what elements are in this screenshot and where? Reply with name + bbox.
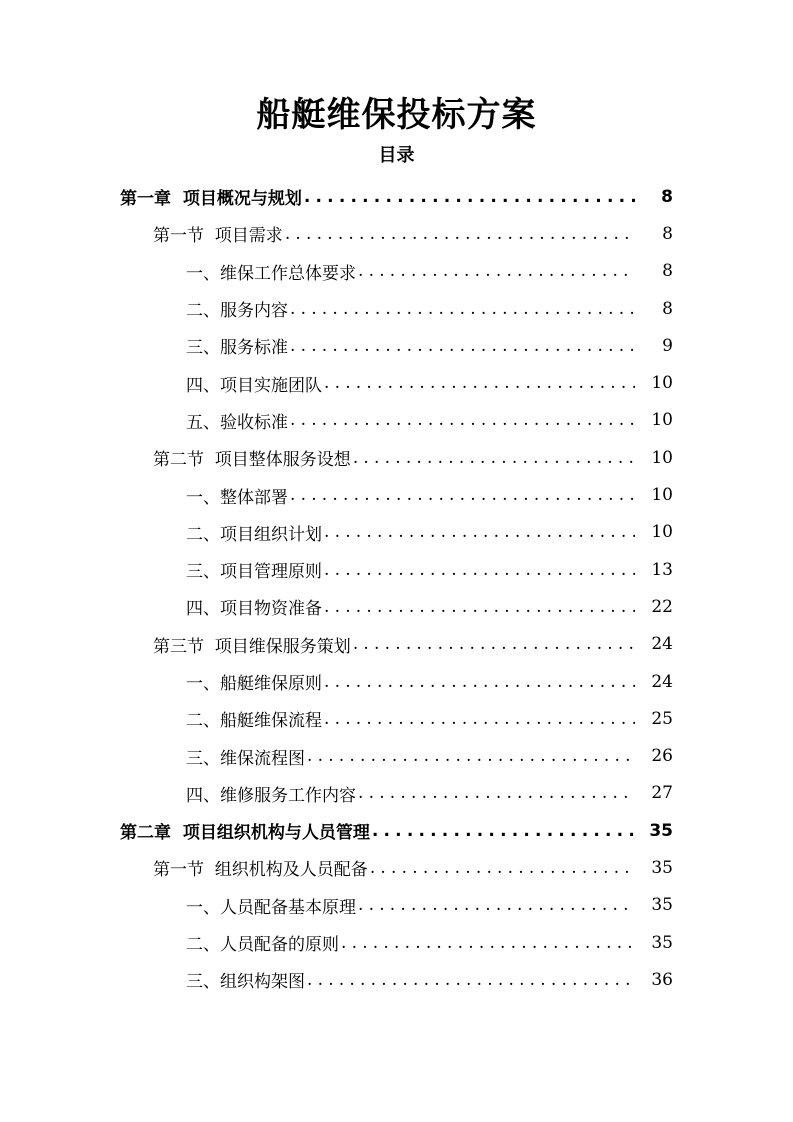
toc-entry[interactable] <box>0 364 793 401</box>
toc-entry-label: 四、项目物资准备 <box>186 599 322 620</box>
toc-entry-page-number: 24 <box>651 671 673 692</box>
toc-entry-page-number: 10 <box>651 485 673 506</box>
toc-dot-leader <box>290 336 635 356</box>
toc-entry[interactable] <box>0 215 793 252</box>
toc-entry[interactable] <box>0 626 793 663</box>
toc-entry[interactable] <box>0 290 793 327</box>
toc-dot-leader <box>324 522 635 542</box>
toc-dot-leader <box>290 299 635 319</box>
toc-entry-label: 第三节 项目维保服务策划 <box>153 636 351 657</box>
toc-entry-label: 二、服务内容 <box>186 301 288 322</box>
toc-entry[interactable] <box>0 849 793 886</box>
toc-dot-leader <box>341 933 635 953</box>
toc-entry-label: 二、项目组织计划 <box>186 524 322 545</box>
toc-entry-label: 第二节 项目整体服务设想 <box>153 450 351 471</box>
toc-entry[interactable] <box>0 812 793 849</box>
toc-entry-label: 二、船艇维保流程 <box>186 711 322 732</box>
toc-entry-label: 三、服务标准 <box>186 338 288 359</box>
toc-entry[interactable] <box>0 402 793 439</box>
toc-entry[interactable] <box>0 775 793 812</box>
toc-entry-page-number: 10 <box>651 522 673 543</box>
toc-entry-label: 第一章 项目概况与规划 <box>120 189 302 210</box>
toc-entry-page-number: 10 <box>651 410 673 431</box>
toc-entry-page-number: 35 <box>651 895 673 916</box>
toc-entry-page-number: 26 <box>651 746 673 767</box>
toc-entry-page-number: 10 <box>651 447 673 468</box>
toc-entry[interactable] <box>0 253 793 290</box>
toc-entry-label: 第二章 项目组织机构与人员管理 <box>120 823 370 844</box>
toc-entry[interactable] <box>0 700 793 737</box>
toc-dot-leader <box>324 709 635 729</box>
toc-entry-label: 第一节 组织机构及人员配备 <box>153 860 368 881</box>
toc-entry-page-number: 8 <box>662 261 673 282</box>
toc-entry-page-number: 36 <box>651 969 673 990</box>
table-of-contents <box>0 178 793 999</box>
toc-entry-label: 三、维保流程图 <box>186 748 305 769</box>
toc-dot-leader <box>353 634 635 654</box>
toc-entry[interactable] <box>0 514 793 551</box>
toc-entry[interactable] <box>0 476 793 513</box>
toc-entry-page-number: 24 <box>651 634 673 655</box>
toc-entry[interactable] <box>0 663 793 700</box>
toc-entry[interactable] <box>0 961 793 998</box>
toc-entry-page-number: 35 <box>649 820 673 841</box>
toc-entry-page-number: 35 <box>651 857 673 878</box>
toc-entry-label: 一、船艇维保原则 <box>186 674 322 694</box>
toc-dot-leader <box>370 858 635 878</box>
toc-entry-label: 三、组织构架图 <box>186 972 305 993</box>
toc-entry-page-number: 10 <box>651 373 673 394</box>
toc-dot-leader <box>304 187 635 207</box>
toc-entry-label: 四、维修服务工作内容 <box>186 785 356 806</box>
toc-entry-label: 第一节 项目需求 <box>153 226 283 247</box>
toc-entry[interactable] <box>0 887 793 924</box>
toc-dot-leader <box>372 821 635 841</box>
toc-entry[interactable] <box>0 327 793 364</box>
toc-entry-page-number: 8 <box>661 186 673 207</box>
toc-entry-label: 一、整体部署 <box>186 487 288 508</box>
toc-dot-leader <box>307 970 635 990</box>
toc-entry[interactable] <box>0 178 793 215</box>
toc-entry[interactable] <box>0 439 793 476</box>
toc-dot-leader <box>290 485 635 505</box>
toc-entry-page-number: 22 <box>651 596 673 617</box>
toc-entry-label: 五、验收标准 <box>186 412 288 433</box>
document-title: 船艇维保投标方案 <box>256 95 537 135</box>
toc-entry-label: 一、维保工作总体要求 <box>186 263 356 284</box>
toc-dot-leader <box>290 410 635 430</box>
toc-entry-page-number: 25 <box>651 708 673 729</box>
toc-entry-label: 二、人员配备的原则 <box>186 935 339 956</box>
toc-entry-label: 四、项目实施团队 <box>186 375 322 396</box>
toc-dot-leader <box>358 261 635 281</box>
toc-entry-page-number: 27 <box>651 783 673 804</box>
toc-entry[interactable] <box>0 588 793 625</box>
toc-entry-page-number: 9 <box>662 335 673 356</box>
toc-entry-page-number: 8 <box>662 298 673 319</box>
toc-dot-leader <box>285 224 635 244</box>
toc-dot-leader <box>307 746 635 766</box>
toc-dot-leader <box>358 895 635 915</box>
toc-entry-page-number: 13 <box>651 559 673 580</box>
toc-dot-leader <box>358 783 635 803</box>
toc-dot-leader <box>324 373 635 393</box>
toc-dot-leader <box>324 672 635 692</box>
toc-entry[interactable] <box>0 551 793 588</box>
toc-heading: 目录 <box>378 145 415 166</box>
toc-entry-page-number: 8 <box>662 223 673 244</box>
toc-entry[interactable] <box>0 737 793 774</box>
toc-dot-leader <box>324 597 635 617</box>
toc-dot-leader <box>324 560 635 580</box>
toc-entry-label: 三、项目管理原则 <box>186 562 322 583</box>
toc-entry-label: 一、人员配备基本原理 <box>186 897 356 918</box>
toc-entry-page-number: 35 <box>651 932 673 953</box>
toc-dot-leader <box>353 448 635 468</box>
toc-entry[interactable] <box>0 924 793 961</box>
